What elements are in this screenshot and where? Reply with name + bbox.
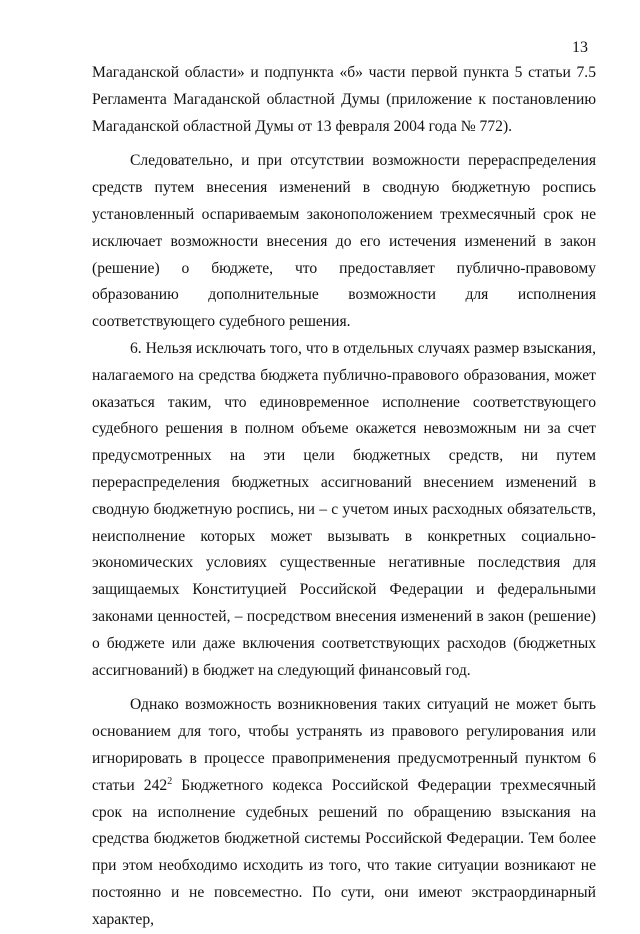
page-number: 13 [572,39,588,56]
paragraph-consequently: Следовательно, и при отсутствии возможности перераспределения средств путем внесения изменений в сводную бюджетную роспись установленный оспариваемым законоположением трехмесячный срок не исключает возможности внесения до его истечения изменений в закон (решение) о бюджете, что предоставляет публично-правовому образованию дополнительные возможности для исполнения соответствующего судебного решения. [92,152,596,331]
paragraph-however-text-start: Однако возможность возникновения таких ситуаций не может быть основанием для того, чтобы устранять из правового регулирования или игнорировать в процессе правоприменения предусмотренный пунктом 6 статьи 242 [92,696,596,794]
article-superscript: 2 [167,775,173,787]
paragraph-however [92,692,596,933]
paragraph-continued: Магаданской области» и подпункта «б» части первой пункта 5 статьи 7.5 Регламента Магаданской областной Думы (приложение к постановлению Магаданской областной Думы от 13 февраля 2004 года № 772). [92,64,596,135]
paragraph-however-text-end: Бюджетного кодекса Российской Федерации трехмесячный срок на исполнение судебных решений по обращению взыскания на средства бюджетов бюджетной системы Российской Федерации. Тем более при этом необходимо исходить из того, что такие ситуации возникают не постоянно и не повсеместно. По сути, они имеют экстраординарный характер, [92,776,596,928]
document-body [92,60,596,934]
paragraph-point-6: 6. Нельзя исключать того, что в отдельных случаях размер взыскания, налагаемого на средства бюджета публично-правового образования, может оказаться таким, что единовременное исполнение соответствующего судебного решения в полном объеме окажется невозможным ни за счет предусмотренных на эти цели бюджетных средств, ни путем перераспределения бюджетных ассигнований внесением изменений в сводную бюджетную роспись, ни – с учетом иных расходных обязательств, неисполнение которых может вызывать в конкретных социально-экономических условиях существенные негативные последствия для защищаемых Конституцией Российской Федерации и федеральными законами ценностей, – посредством внесения изменений в закон (решение) о бюджете или даже включения соответствующих расходов (бюджетных ассигнований) в бюджет на следующий финансовый год. [92,339,596,679]
